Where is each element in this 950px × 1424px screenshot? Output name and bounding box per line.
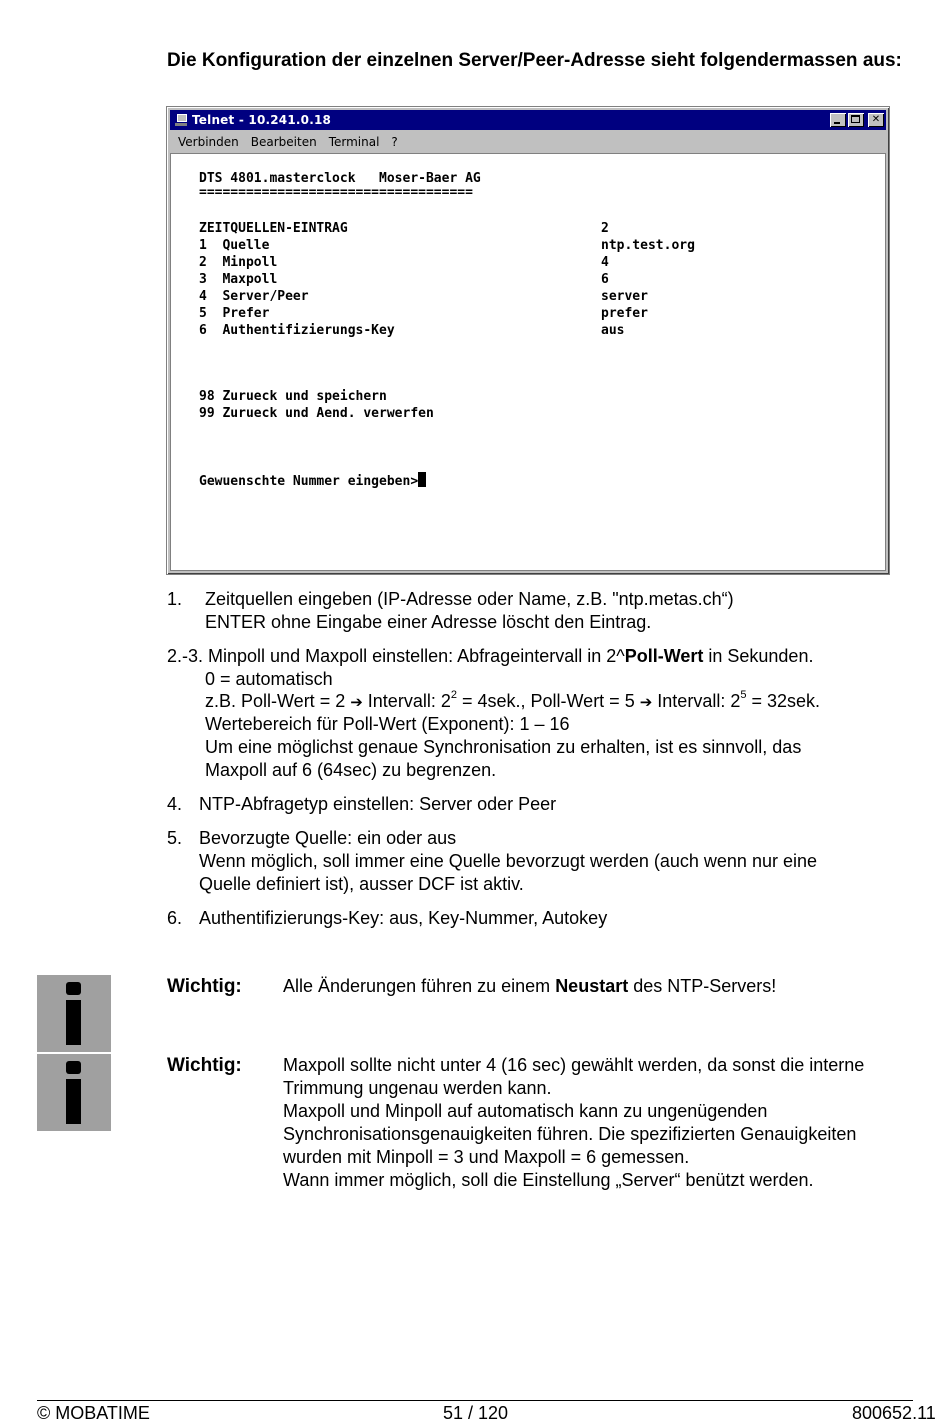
terminal-row-label: 6 Authentifizierungs-Key — [199, 323, 395, 338]
note-text: Synchronisationsgenauigkeiten führen. Die spezifizierten Genauigkeiten — [283, 1124, 857, 1144]
terminal-option-99: 99 Zurueck und Aend. verwerfen — [199, 406, 434, 421]
note-label: Wichtig: — [167, 976, 242, 997]
terminal-section: ZEITQUELLEN-EINTRAG — [199, 221, 348, 236]
menu-terminal[interactable]: Terminal — [328, 135, 380, 149]
item-text: Authentifizierungs-Key: aus, Key-Nummer, Autokey — [199, 908, 608, 928]
terminal-row-value: 6 — [601, 272, 609, 287]
info-icon — [37, 975, 111, 1052]
telnet-window — [166, 106, 890, 575]
terminal-row-value: prefer — [601, 306, 648, 321]
terminal-row-label: 1 Quelle — [199, 238, 270, 253]
close-icon: ✕ — [871, 114, 881, 125]
footer-copyright: © MOBATIME — [37, 1403, 150, 1423]
item-text: Bevorzugte Quelle: ein oder aus — [199, 828, 457, 848]
footer-page-number: 51 / 120 — [443, 1403, 509, 1423]
note-label: Wichtig: — [167, 1055, 242, 1076]
window-title: Telnet - 10.241.0.18 — [192, 113, 332, 127]
terminal-row-label: 2 Minpoll — [199, 255, 278, 270]
footer-doc-number: 800652.11 — [852, 1403, 936, 1423]
window-titlebar[interactable] — [170, 110, 886, 130]
telnet-app-icon[interactable] — [174, 113, 188, 127]
minimize-icon — [834, 122, 840, 124]
item-text: 2.-3. Minpoll und Maxpoll einstellen: Abfrageintervall in 2^Poll-Wert in Sekunden. — [167, 646, 814, 666]
terminal-rule: =================================== — [199, 185, 473, 200]
menu-verbinden[interactable]: Verbinden — [178, 135, 239, 149]
item-text: Maxpoll auf 6 (64sec) zu begrenzen. — [205, 760, 497, 780]
minimize-button[interactable] — [830, 113, 846, 127]
info-icon — [37, 1054, 111, 1131]
maximize-button[interactable] — [848, 113, 864, 127]
terminal-cursor — [418, 472, 426, 487]
item-text: ENTER ohne Eingabe einer Adresse löscht den Eintrag. — [205, 612, 652, 632]
arrow-right-icon: ➔ — [350, 693, 363, 711]
note-text: Maxpoll und Minpoll auf automatisch kann zu ungenügenden — [283, 1101, 768, 1121]
item-number: 4. — [167, 794, 183, 814]
terminal-screen[interactable] — [170, 153, 886, 571]
item-text: Um eine möglichst genaue Synchronisation zu erhalten, ist es sinnvoll, das — [205, 737, 802, 757]
note-text: Wann immer möglich, soll die Einstellung „Server“ benützt werden. — [283, 1170, 814, 1190]
item-text: NTP-Abfragetyp einstellen: Server oder Peer — [199, 794, 557, 814]
terminal-row-value: 4 — [601, 255, 609, 270]
item-text: z.B. Poll-Wert = 2 ➔ Intervall: $2^2 = 4sek$., Poll-Wert = 5 ➔ Intervall: $2^5 = 32sek$. — [205, 689, 821, 711]
terminal-row-label: 3 Maxpoll — [199, 272, 278, 287]
menu-bearbeiten[interactable]: Bearbeiten — [250, 135, 317, 149]
terminal-row-value: aus — [601, 323, 625, 338]
terminal-section-value: 2 — [601, 221, 609, 236]
item-number: 5. — [167, 828, 183, 848]
terminal-row-value: ntp.test.org — [601, 238, 695, 253]
note-text: wurden mit Minpoll = 3 und Maxpoll = 6 gemessen. — [283, 1147, 690, 1167]
note-text: Alle Änderungen führen zu einem Neustart des NTP-Servers! — [283, 976, 777, 996]
item-text: Wertebereich für Poll-Wert (Exponent): 1 – 16 — [205, 714, 570, 734]
item-text: 0 = automatisch — [205, 669, 333, 689]
item-number: 6. — [167, 908, 183, 928]
note-text: Trimmung ungenau werden kann. — [283, 1078, 552, 1098]
terminal-row-label: 5 Prefer — [199, 306, 270, 321]
item-number: 1. — [167, 589, 183, 609]
page-heading: Die Konfiguration der einzelnen Server/Peer-Adresse sieht folgendermassen aus: — [167, 50, 902, 71]
terminal-row-value: server — [601, 289, 648, 304]
terminal-row-label: 4 Server/Peer — [199, 289, 309, 304]
close-button[interactable] — [868, 113, 884, 127]
arrow-right-icon: ➔ — [639, 693, 653, 711]
terminal-option-98: 98 Zurueck und speichern — [199, 389, 387, 404]
maximize-icon — [851, 115, 860, 123]
item-text: Zeitquellen eingeben (IP-Adresse oder Name, z.B. "ntp.metas.ch“) — [205, 589, 734, 609]
menu-help[interactable]: ? — [391, 135, 398, 149]
item-text: Quelle definiert ist), ausser DCF ist aktiv. — [199, 874, 524, 894]
terminal-header: DTS 4801.masterclock Moser-Baer AG — [199, 171, 481, 186]
menu-bar — [170, 132, 886, 152]
item-text: Wenn möglich, soll immer eine Quelle bevorzugt werden (auch wenn nur eine — [199, 851, 817, 871]
footer-divider — [37, 1400, 913, 1401]
terminal-prompt[interactable]: Gewuenschte Nummer eingeben> — [199, 472, 426, 490]
note-text: Maxpoll sollte nicht unter 4 (16 sec) gewählt werden, da sonst die interne — [283, 1055, 865, 1075]
